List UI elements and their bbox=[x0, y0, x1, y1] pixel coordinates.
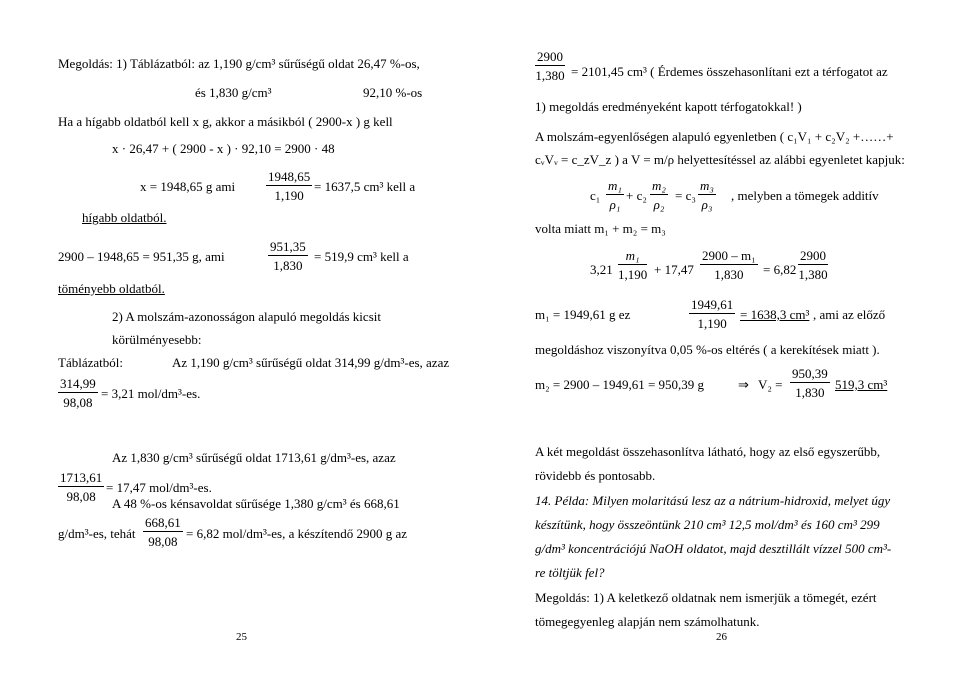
text-line: Az 1,830 g/cm³ sűrűségű oldat 1713,61 g/dm³-es, azaz bbox=[112, 450, 396, 465]
text-line: töményebb oldatból. bbox=[58, 281, 165, 296]
text-line: Az 1,190 g/cm³ sűrűségű oldat 314,99 g/dm³-es, azaz bbox=[172, 355, 450, 370]
text-line: megoldáshoz viszonyítva 0,05 %-os eltérés ( a kerekítések miatt ). bbox=[535, 342, 880, 357]
text-line: Ha a hígabb oldatból kell x g, akkor a másikból ( 2900-x ) g kell bbox=[58, 114, 393, 129]
fraction: $\frac{2900}{1,380}$ bbox=[798, 248, 828, 282]
text-line: = 3,21 mol/dm³-es. bbox=[101, 386, 201, 401]
page-number: 26 bbox=[716, 631, 727, 643]
arrow: ⇒ bbox=[738, 377, 749, 392]
fraction: $\frac{\text{m₂}}{\text{ρ₂}}$ bbox=[652, 178, 666, 212]
fraction: $\frac{\text{m₁}}{\text{ρ₁}}$ bbox=[608, 178, 622, 212]
text-line: = 519,9 cm³ kell a bbox=[314, 249, 409, 264]
fraction: $\frac{1948,65}{1,190}$ bbox=[268, 169, 311, 203]
text-line: rövidebb és pontosabb. bbox=[535, 468, 656, 483]
text-line: = 1637,5 cm³ kell a bbox=[314, 179, 416, 194]
text-line: g/dm³ koncentrációjú NaOH oldatot, majd desztillált vízzel 500 cm³- bbox=[535, 541, 892, 556]
right-page bbox=[480, 0, 960, 674]
text-line: , melyben a tömegek additív bbox=[731, 188, 879, 203]
equation-term: + 17,47 bbox=[654, 262, 694, 277]
text-line: volta miatt m₁ + m₂ = m₃ bbox=[535, 221, 666, 236]
fraction: $\frac{314,99}{98,08}$ bbox=[60, 376, 96, 410]
fraction: $\frac{1949,61}{1,190}$ bbox=[691, 297, 734, 331]
text-line: 519,3 cm³ bbox=[835, 377, 888, 392]
text-line: Táblázatból: bbox=[58, 355, 123, 370]
text-line: 1) megoldás eredményeként kapott térfogatokkal! ) bbox=[535, 99, 802, 114]
text-line: és 1,830 g/cm³ bbox=[195, 85, 272, 100]
fraction: $\frac{950,39}{1,830}$ bbox=[792, 366, 828, 400]
equation-term: = 6,82 bbox=[763, 262, 797, 277]
text-line: A molszám-egyenlőségen alapuló egyenletben ( c₁V₁ + c₂V₂ +……+ bbox=[535, 129, 894, 144]
text-line: tömegegyenleg alapján nem számolhatunk. bbox=[535, 614, 760, 629]
text-line: = 1638,3 cm³ bbox=[740, 307, 810, 322]
text-line: 2900 – 1948,65 = 951,35 g, ami bbox=[58, 249, 225, 264]
equation-term: + c₂ bbox=[626, 188, 647, 203]
equation-term: = c₃ bbox=[675, 188, 696, 203]
text-line: , ami az előző bbox=[813, 307, 886, 322]
text-line: m₁ = 1949,61 g ez bbox=[535, 307, 631, 322]
fraction: $\frac{1713,61}{98,08}$ bbox=[60, 470, 103, 504]
text-line: x = 1948,65 g ami bbox=[140, 179, 236, 194]
text-line: hígabb oldatból. bbox=[82, 210, 167, 225]
fraction: $\frac{\text{m₃}}{\text{ρ₃}}$ bbox=[700, 178, 714, 212]
text-line: = 2101,45 cm³ ( Érdemes összehasonlítani ezt a térfogatot az bbox=[571, 64, 888, 79]
text-line: m₂ = 2900 – 1949,61 = 950,39 g bbox=[535, 377, 705, 392]
text-line: 2) A molszám-azonosságon alapuló megoldás kicsit bbox=[112, 309, 381, 324]
fraction: $\frac{\text{m₁}}{1,190}$ bbox=[618, 248, 648, 282]
fraction: $\frac{668,61}{98,08}$ bbox=[145, 515, 181, 549]
text-line: cᵥVᵥ = c_zV_z ) a V = m/ρ helyettesítéssel az alábbi egyenletet kapjuk: bbox=[535, 152, 905, 167]
fraction: $\frac{951,35}{1,830}$ bbox=[270, 239, 306, 273]
text-line: A két megoldást összehasonlítva látható, hogy az első egyszerűbb, bbox=[535, 444, 881, 459]
page-number: 25 bbox=[236, 631, 247, 643]
text-line: körülményesebb: bbox=[112, 332, 202, 347]
solution-line: Megoldás: 1) Táblázatból: az 1,190 g/cm³ sűrűségű oldat 26,47 %-os, bbox=[58, 56, 420, 71]
equation-term: 3,21 bbox=[590, 262, 613, 277]
text-line: A 48 %-os kénsavoldat sűrűsége 1,380 g/cm³ és 668,61 bbox=[112, 496, 400, 511]
text-line: 14. Példa: Milyen molaritású lesz az a nátrium-hidroxid, melyet úgy bbox=[535, 493, 891, 508]
text-line: = 6,82 mol/dm³-es, a készítendő 2900 g az bbox=[186, 526, 407, 541]
equation-term: c₁ bbox=[590, 188, 601, 203]
text-line: g/dm³-es, tehát bbox=[58, 526, 136, 541]
text-line: = 17,47 mol/dm³-es. bbox=[106, 480, 212, 495]
text-line: re töltjük fel? bbox=[535, 565, 605, 580]
equation: x · 26,47 + ( 2900 - x ) · 92,10 = 2900 · 48 bbox=[112, 141, 335, 156]
fraction: $\frac{\text{2900 – m₁}}{1,830}$ bbox=[702, 248, 756, 282]
text-line: V₂ = bbox=[758, 377, 783, 392]
text-line: Megoldás: 1) A keletkező oldatnak nem ismerjük a tömegét, ezért bbox=[535, 590, 877, 605]
text-line: 92,10 %-os bbox=[363, 85, 423, 100]
text-line: készítünk, hogy összeöntünk 210 cm³ 12,5 mol/dm³ és 160 cm³ 299 bbox=[535, 517, 880, 532]
fraction: $\frac{2900}{1,380}$ bbox=[535, 49, 565, 83]
